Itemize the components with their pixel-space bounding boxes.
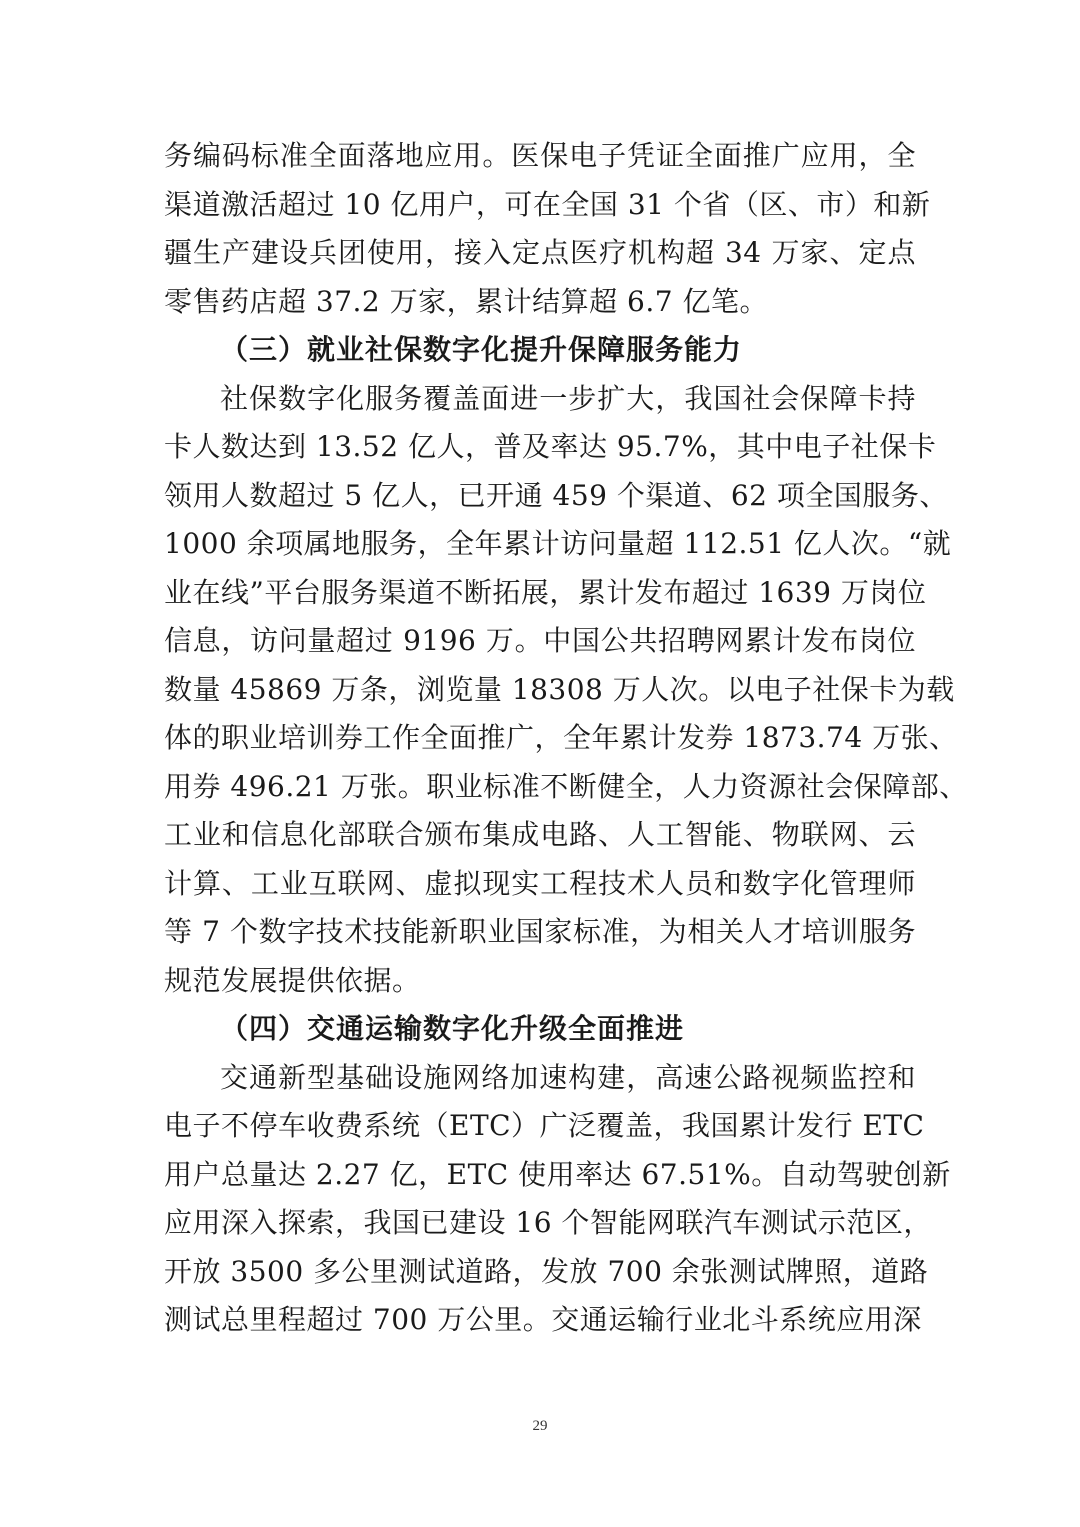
paragraph-social-security — [164, 375, 968, 1006]
text-line: 应用深入探索，我国已建设 16 个智能网联汽车测试示范区， — [164, 1206, 932, 1239]
text-line: 规范发展提供依据。 — [164, 963, 421, 997]
text-line: 疆生产建设兵团使用，接入定点医疗机构超 34 万家、定点 — [164, 236, 916, 269]
text-line: 信息，访问量超过 9196 万。中国公共招聘网累计发布岗位 — [164, 624, 916, 657]
text-line: 开放 3500 多公里测试道路，发放 700 余张测试牌照，道路 — [164, 1254, 929, 1288]
text-line: 零售药店超 37.2 万家，累计结算超 6.7 亿笔。 — [164, 284, 768, 318]
text-line: 务编码标准全面落地应用。医保电子凭证全面推广应用，全 — [164, 139, 916, 172]
paragraph-medical-insurance — [164, 132, 931, 326]
text-line: 渠道激活超过 10 亿用户，可在全国 31 个省（区、市）和新 — [164, 187, 931, 221]
page-number: 29 — [532, 1418, 548, 1434]
section-heading-employment-social-security: （三）就业社保数字化提升保障服务能力 — [220, 333, 743, 366]
text-line: 计算、工业互联网、虚拟现实工程技术人员和数字化管理师 — [164, 866, 916, 900]
text-line: 电子不停车收费系统（ETC）广泛覆盖，我国累计发行 ETC — [164, 1109, 925, 1142]
text-line: 等 7 个数字技术技能新职业国家标准，为相关人才培训服务 — [164, 915, 916, 948]
text-line: 领用人数超过 5 亿人，已开通 459 个渠道、62 项全国服务、 — [164, 478, 948, 512]
text-line: 业在线”平台服务渠道不断拓展，累计发布超过 1639 万岗位 — [164, 575, 927, 609]
text-line: 体的职业培训券工作全面推广，全年累计发券 1873.74 万张、 — [164, 721, 958, 754]
text-line: 用券 496.21 万张。职业标准不断健全，人力资源社会保障部、 — [164, 769, 968, 803]
text-line: 社保数字化服务覆盖面进一步扩大，我国社会保障卡持 — [220, 381, 916, 415]
document-body — [164, 132, 968, 1345]
text-line: 1000 余项属地服务，全年累计访问量超 112.51 亿人次。“就 — [164, 527, 952, 560]
text-line: 工业和信息化部联合颁布集成电路、人工智能、物联网、云 — [164, 818, 916, 851]
text-line: 交通新型基础设施网络加速构建，高速公路视频监控和 — [220, 1060, 916, 1094]
text-line: 测试总里程超过 700 万公里。交通运输行业北斗系统应用深 — [164, 1303, 922, 1336]
text-line: 卡人数达到 13.52 亿人，普及率达 95.7%，其中电子社保卡 — [164, 430, 937, 463]
text-line: 数量 45869 万条，浏览量 18308 万人次。以电子社保卡为载 — [164, 672, 955, 706]
text-line: 用户总量达 2.27 亿，ETC 使用率达 67.51%。自动驾驶创新 — [164, 1157, 951, 1191]
section-heading-transportation: （四）交通运输数字化升级全面推进 — [220, 1012, 685, 1045]
paragraph-transportation — [164, 1054, 951, 1345]
